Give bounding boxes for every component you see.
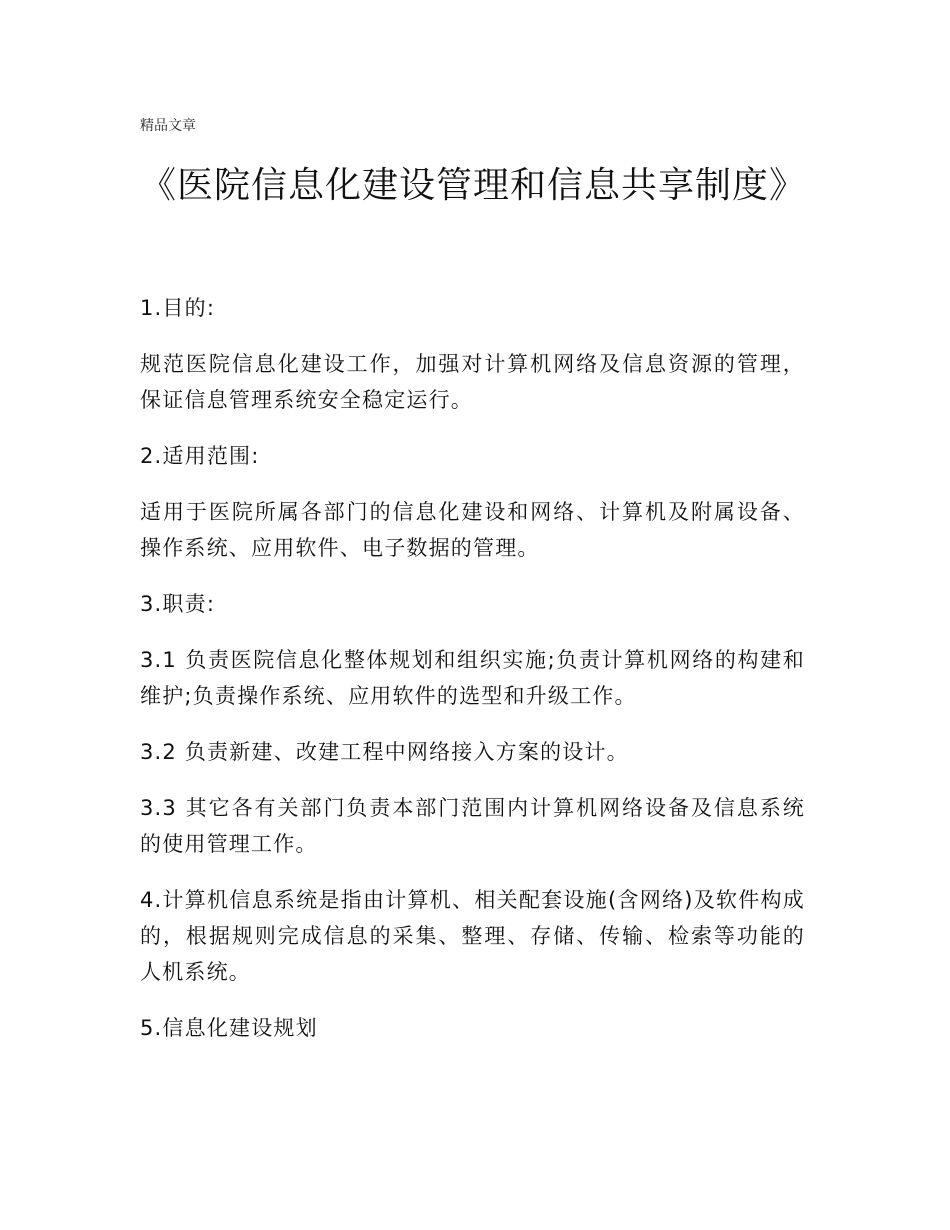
paragraph-responsibility-3-2: 3.2 负责新建、改建工程中网络接入方案的设计。 <box>140 740 629 764</box>
section-heading-scope: 2.适用范围: <box>140 444 260 468</box>
header-label: 精品文章 <box>140 118 196 134</box>
document-body <box>140 290 805 1066</box>
paragraph-definition: 4.计算机信息系统是指由计算机、相关配套设施(含网络)及软件构成的，根据规则完成信息的采集、整理、存储、传输、检索等功能的人机系统。 <box>140 888 805 984</box>
paragraph-purpose: 规范医院信息化建设工作，加强对计算机网络及信息资源的管理，保证信息管理系统安全稳定运行。 <box>140 352 805 412</box>
paragraph-scope: 适用于医院所属各部门的信息化建设和网络、计算机及附属设备、操作系统、应用软件、电子数据的管理。 <box>140 500 805 560</box>
paragraph-responsibility-3-3: 3.3 其它各有关部门负责本部门范围内计算机网络设备及信息系统的使用管理工作。 <box>140 796 805 856</box>
section-heading-planning: 5.信息化建设规划 <box>140 1016 318 1040</box>
paragraph-responsibility-3-1: 3.1 负责医院信息化整体规划和组织实施;负责计算机网络的构建和维护;负责操作系统、应用软件的选型和升级工作。 <box>140 648 805 708</box>
document-title: 《医院信息化建设管理和信息共享制度》 <box>140 165 807 206</box>
section-heading-purpose: 1.目的: <box>140 296 216 320</box>
section-heading-responsibilities: 3.职责: <box>140 592 216 616</box>
